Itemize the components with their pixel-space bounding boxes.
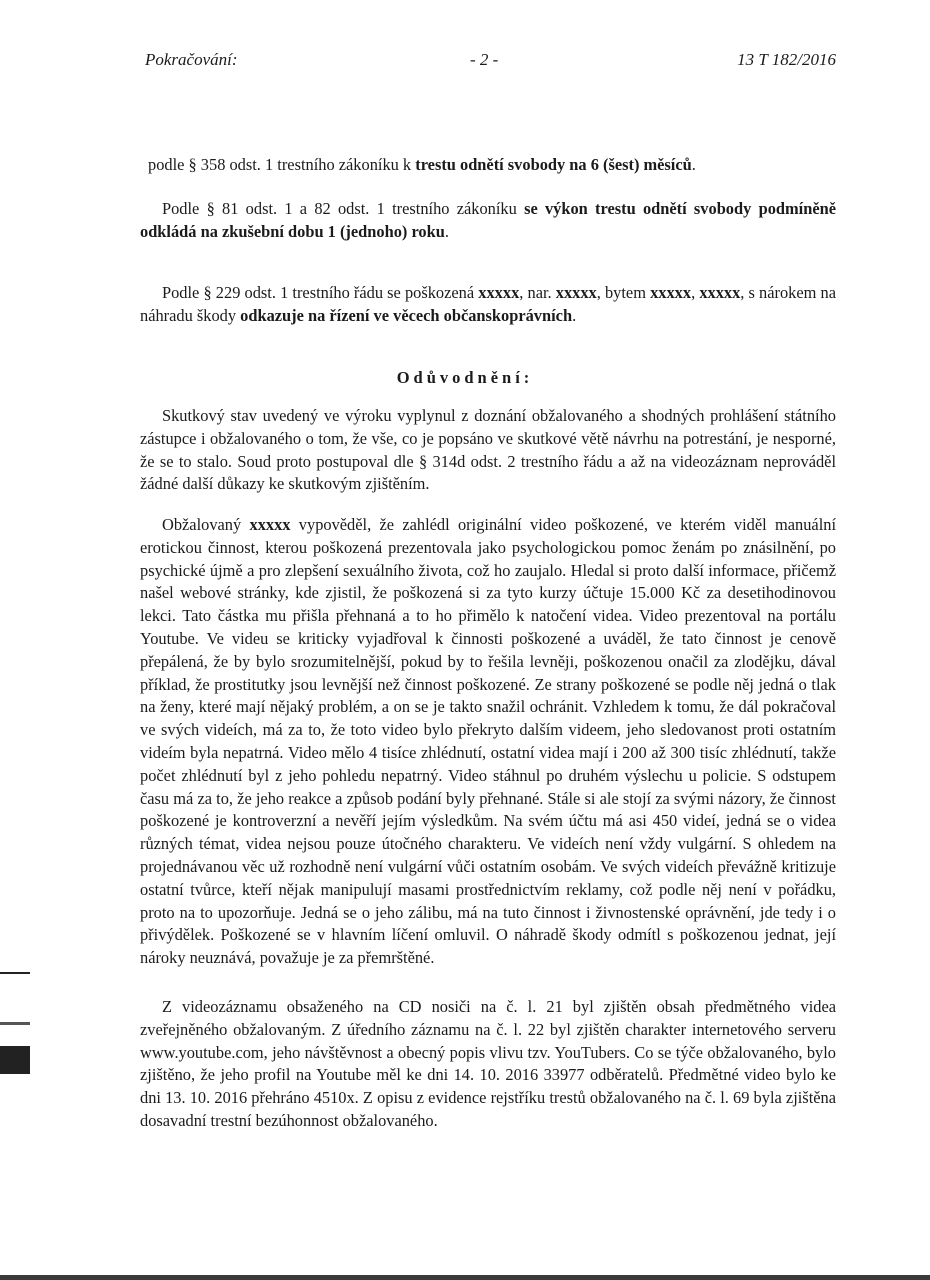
text-run: vypověděl, že zahlédl originální video poškozené, ve kterém viděl manuální erotickou činnost, kterou poškozená prezentovala jako psychologickou pomoc ženám po znásilnění, po psychické újmě a pro zlepšení sexuálního života, což ho zaujalo. Hledal si proto další informace, přičemž našel webové stránky, kde zjistil, že poškozená si za tyto kurzy účtuje 15.000 Kč za desetihodinovou lekci. Tato částka mu přišla přehnaná a to ho přimělo k natočení videa. Video prezentoval na portálu Youtube. Ve videu se kriticky vyjadřoval k činnosti poškozené a uváděl, že tato činnost je cenově přepálená, že by bylo srozumitelnější, pokud by to řešila levněji, poškozenou onačil za zlodějku, dával příklad, že prostitutky jsou levnější než činnost poškozené. Ze strany poškozené se podle něj jedná o tlak na ženy, které mají nějaký problém, a on se je takto snažil ochránit. Vzhledem k tomu, že dál pokračoval ve svých videích, má za to, že toto video bylo překryto dalším videem, jeho sledovanost proti ostatním videím byla nepatrná. Video mělo 4 tisíce zhlédnutí, ostatní videa mají i 200 až 300 tisíc zhlédnutí, takže počet zhlédnutí byl z jeho pohledu nepatrný. Video stáhnul po druhém výslechu u policie. S odstupem času má za to, že jeho reakce a způsob podání byly přehnané. Stále si ale stojí za svými názory, že činnost poškozené je kontroverzní a nevěří jejím výsledkům. Na svém účtu má asi 450 videí, jedná se o videa různých témat, videa nejsou pouze útočného charakteru. Ve videích není vždy vulgární. S ohledem na projednávanou věc už rozhodně není vulgární vůči ostatním osobám. Ve svých videích převážně kritizuje ostatní tvůrce, kteří nějak manipulují masami prostřednictvím reklamy, což podle něj není v pořádku, proto na to upozorňuje. Jedná se o jeho zálibu, má na tuto činnost i živnostenské oprávnění, jde tedy i o přivýdělek. Poškozené se v hlavním líčení omluvil. O náhradě škody odmítl s poškozenou jednat, její nároky neuznává, považuje je za přemrštěné.: [140, 515, 837, 968]
bold-run: odkazuje na řízení ve věcech občanskoprávních: [240, 305, 573, 325]
redacted-name: xxxxx: [249, 515, 291, 534]
text-run: .: [444, 221, 449, 241]
paragraph-text: Skutkový stav uvedený ve výroku vyplynul z doznání obžalovaného a shodných prohlášení státního zástupce i obžalovaného o tom, že vše, co je popsáno ve skutkové větě návrhu na potrestání, je nesporné, že se to stalo. Soud proto postupoval dle § 314d odst. 2 trestního řádu a až na videozáznam neprováděl žádné další důkazy ke skutkovým zjištěním.: [140, 406, 836, 494]
text-run: , bytem: [596, 283, 651, 302]
text-run: Podle § 81 odst. 1 a 82 odst. 1 trestního zákoníku: [162, 199, 525, 218]
paragraph-text: Z videozáznamu obsaženého na CD nosiči na č. l. 21 byl zjištěn obsah předmětného videa zveřejněného obžalovaným. Z úředního záznamu na č. l. 22 byl zjištěn charakter internetového serveru www.youtube.com, jeho návštěvnost a obecný popis vlivu tzv. YouTubers. Co se týče obžalovaného, bylo zjištěno, že jeho profil na Youtube měl ke dni 14. 10. 2016 33977 odběratelů. Předmětné video bylo ke dni 13. 10. 2016 přehráno 4510x. Z opisu z evidence rejstříku trestů obžalovaného na č. l. 69 byla zjištěna dosavadní trestní bezúhonnost obžalovaného.: [140, 997, 836, 1130]
suspended-sentence-paragraph: [140, 198, 836, 244]
header-case-number: 13 T 182/2016: [737, 50, 836, 69]
text-run: .: [572, 305, 577, 325]
reasoning-heading: Odůvodnění:: [396, 368, 534, 387]
text-run: , nar.: [519, 283, 556, 302]
facts-paragraph: [140, 405, 836, 496]
scan-edge-mark: [0, 1022, 30, 1025]
text-run: , s nárokem na náhradu škody: [140, 283, 836, 325]
scan-edge-mark: [0, 972, 30, 974]
verdict-sentence-paragraph: [140, 154, 836, 177]
text-run: Obžalovaný: [162, 515, 250, 534]
redacted-birthdate: xxxxx: [555, 283, 597, 302]
scan-edge-mark: [0, 1046, 30, 1074]
bold-run: se výkon trestu odnětí svobody podmíněně odkládá na zkušební dobu 1 (jednoho) roku: [140, 199, 836, 241]
text-run: Podle § 229 odst. 1 trestního řádu se poškozená: [162, 283, 479, 302]
header-continuation-label: Pokračování:: [145, 50, 238, 69]
defendant-testimony-paragraph: [140, 514, 836, 970]
header-page-number: - 2 -: [470, 50, 499, 69]
redacted-city: xxxxx: [699, 283, 741, 302]
text-run: .: [691, 155, 696, 174]
evidence-paragraph: [140, 996, 836, 1133]
text-run: ,: [691, 283, 700, 302]
bold-run: trestu odnětí svobody na 6 (šest) měsíců: [415, 155, 692, 174]
text-run: podle § 358 odst. 1 trestního zákoníku k: [148, 155, 416, 174]
scan-bottom-edge: [0, 1275, 930, 1280]
redacted-name: xxxxx: [478, 283, 520, 302]
redacted-address: xxxxx: [650, 283, 692, 302]
damages-paragraph: [140, 282, 836, 328]
